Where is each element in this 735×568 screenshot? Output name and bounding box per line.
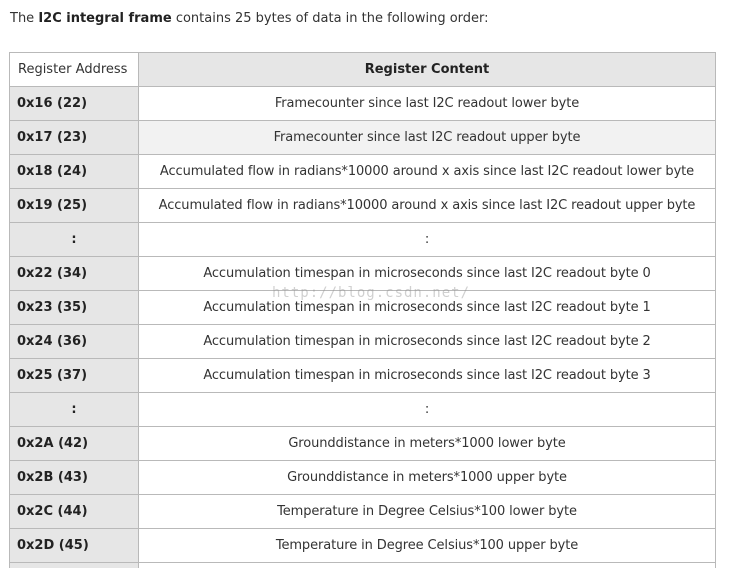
register-address: 0x24 (36) (10, 325, 139, 359)
register-content: Framecounter since last I2C readout upper byte (139, 121, 716, 155)
register-address: 0x2B (43) (10, 461, 139, 495)
register-content: Accumulation timespan in microseconds since last I2C readout byte 1 (139, 291, 716, 325)
register-address: 0x18 (24) (10, 155, 139, 189)
register-address: 0x2C (44) (10, 495, 139, 529)
intro-text (10, 10, 489, 28)
register-content-ellipsis: : (139, 223, 716, 257)
register-content (139, 563, 716, 568)
table-row-separator (10, 393, 716, 427)
register-content: Temperature in Degree Celsius*100 lower byte (139, 495, 716, 529)
table-row (10, 121, 716, 155)
register-content: Accumulation timespan in microseconds since last I2C readout byte 0 (139, 257, 716, 291)
table-row (10, 461, 716, 495)
register-address: 0x22 (34) (10, 257, 139, 291)
table-row (10, 495, 716, 529)
register-content: Accumulation timespan in microseconds since last I2C readout byte 2 (139, 325, 716, 359)
register-address: 0x16 (22) (10, 87, 139, 121)
table-row (10, 189, 716, 223)
register-address (10, 563, 139, 568)
register-address-ellipsis: : (10, 393, 139, 427)
register-content: Temperature in Degree Celsius*100 upper byte (139, 529, 716, 563)
register-content: Grounddistance in meters*1000 upper byte (139, 461, 716, 495)
table-row (10, 155, 716, 189)
register-content: Accumulation timespan in microseconds since last I2C readout byte 3 (139, 359, 716, 393)
register-table (9, 52, 716, 568)
register-content: Framecounter since last I2C readout lower byte (139, 87, 716, 121)
table-row (10, 291, 716, 325)
register-content: Accumulated flow in radians*10000 around x axis since last I2C readout upper byte (139, 189, 716, 223)
register-address: 0x23 (35) (10, 291, 139, 325)
header-register-content: Register Content (139, 53, 716, 87)
table-row (10, 325, 716, 359)
table-row (10, 427, 716, 461)
register-address: 0x17 (23) (10, 121, 139, 155)
intro-bold-term: I2C integral frame (38, 11, 172, 26)
table-row-partial (10, 563, 716, 568)
table-row (10, 257, 716, 291)
register-address: 0x25 (37) (10, 359, 139, 393)
register-content: Grounddistance in meters*1000 lower byte (139, 427, 716, 461)
register-address: 0x2A (42) (10, 427, 139, 461)
blog-watermark: http://blog.csdn.net/ (272, 285, 471, 301)
table-row (10, 87, 716, 121)
header-register-address: Register Address (10, 53, 139, 87)
table-row (10, 529, 716, 563)
register-content-ellipsis: : (139, 393, 716, 427)
register-content: Accumulated flow in radians*10000 around x axis since last I2C readout lower byte (139, 155, 716, 189)
intro-prefix: The (10, 11, 39, 26)
register-address: 0x2D (45) (10, 529, 139, 563)
table-row (10, 359, 716, 393)
intro-suffix: contains 25 bytes of data in the following order: (171, 11, 489, 26)
table-row-separator (10, 223, 716, 257)
table-header-row (10, 53, 716, 87)
register-address-ellipsis: : (10, 223, 139, 257)
register-address: 0x19 (25) (10, 189, 139, 223)
